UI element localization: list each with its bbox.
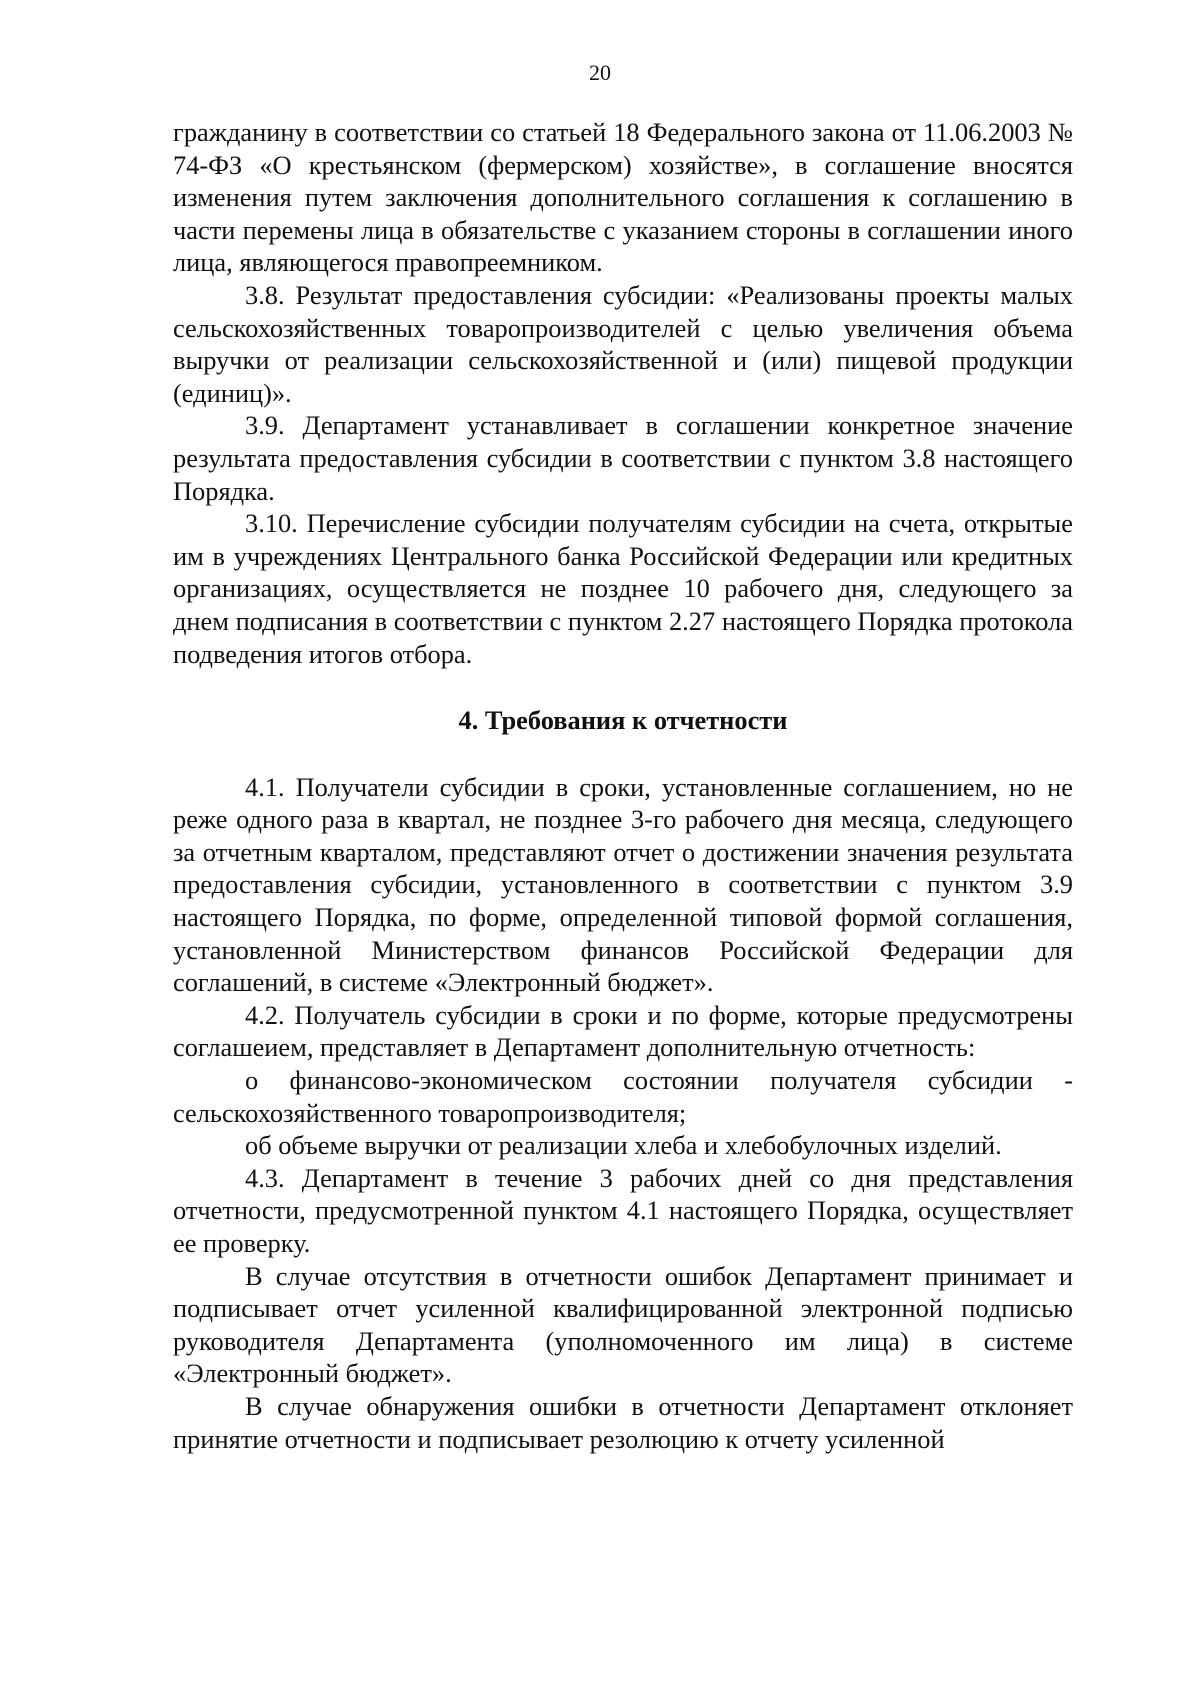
paragraph: 4.1. Получатели субсидии в сроки, установленные соглашением, но не реже одного раза в квартал, не позднее 3-го рабочего дня месяца, следующего за отчетным кварталом, представляют отчет о достижении значения результата предоставления субсидии, установленного в соответствии с пунктом 3.9 настоящего Порядка, по форме, определенной типовой формой соглашения, установленной Министерством финансов Российской Федерации для соглашений, в системе «Электронный бюджет». [173,771,1073,998]
paragraph: 3.8. Результат предоставления субсидии: «Реализованы проекты малых сельскохозяйственных товаропроизводителей с целью увеличения объема выручки от реализации сельскохозяйственной и (или) пищевой продукции (единиц)». [173,279,1073,408]
paragraphs-after-section [173,771,1073,1455]
paragraph: 4.2. Получатель субсидии в сроки и по форме, которые предусмотрены соглашеием, представляет в Департамент дополнительную отчетность: [173,999,1073,1063]
paragraph: В случае отсутствия в отчетности ошибок Департамент принимает и подписывает отчет усиленной квалифицированной электронной подписью руководителя Департамента (уполномоченного им лица) в системе «Электронный бюджет». [173,1260,1073,1389]
paragraph: 3.10. Перечисление субсидии получателям субсидии на счета, открытые им в учреждениях Центрального банка Российской Федерации или кредитных организациях, осуществляется не позднее 10 рабочего дня, следующего за днем подписания в соответствии с пунктом 2.27 настоящего Порядка протокола подведения итогов отбора. [173,508,1073,669]
section-heading: 4. Требования к отчетности [458,705,788,736]
paragraph: об объеме выручки от реализации хлеба и хлебобулочных изделий. [245,1130,1002,1161]
paragraph: 4.3. Департамент в течение 3 рабочих дней со дня представления отчетности, предусмотренной пунктом 4.1 настоящего Порядка, осуществляет ее проверку. [173,1162,1073,1258]
paragraph: гражданину в соответствии со статьей 18 Федерального закона от 11.06.2003 № 74-ФЗ «О крестьянском (фермерском) хозяйстве», в соглашение вносятся изменения путем заключения дополнительного соглашения к соглашению в части перемены лица в обязательстве с указанием стороны в соглашении иного лица, являющегося правопреемником. [173,117,1073,278]
paragraphs-before-section [173,116,1073,670]
page-number: 20 [589,60,611,85]
paragraph: о финансово-экономическом состоянии получателя субсидии - сельскохозяйственного товаропроизводителя; [173,1065,1073,1128]
document-body [173,116,1073,1455]
paragraph: 3.9. Департамент устанавливает в соглашении конкретное значение результата предоставления субсидии в соответствии с пунктом 3.8 настоящего Порядка. [173,410,1073,506]
paragraph: В случае обнаружения ошибки в отчетности Департамент отклоняет принятие отчетности и подписывает резолюцию к отчету усиленной [173,1390,1073,1454]
